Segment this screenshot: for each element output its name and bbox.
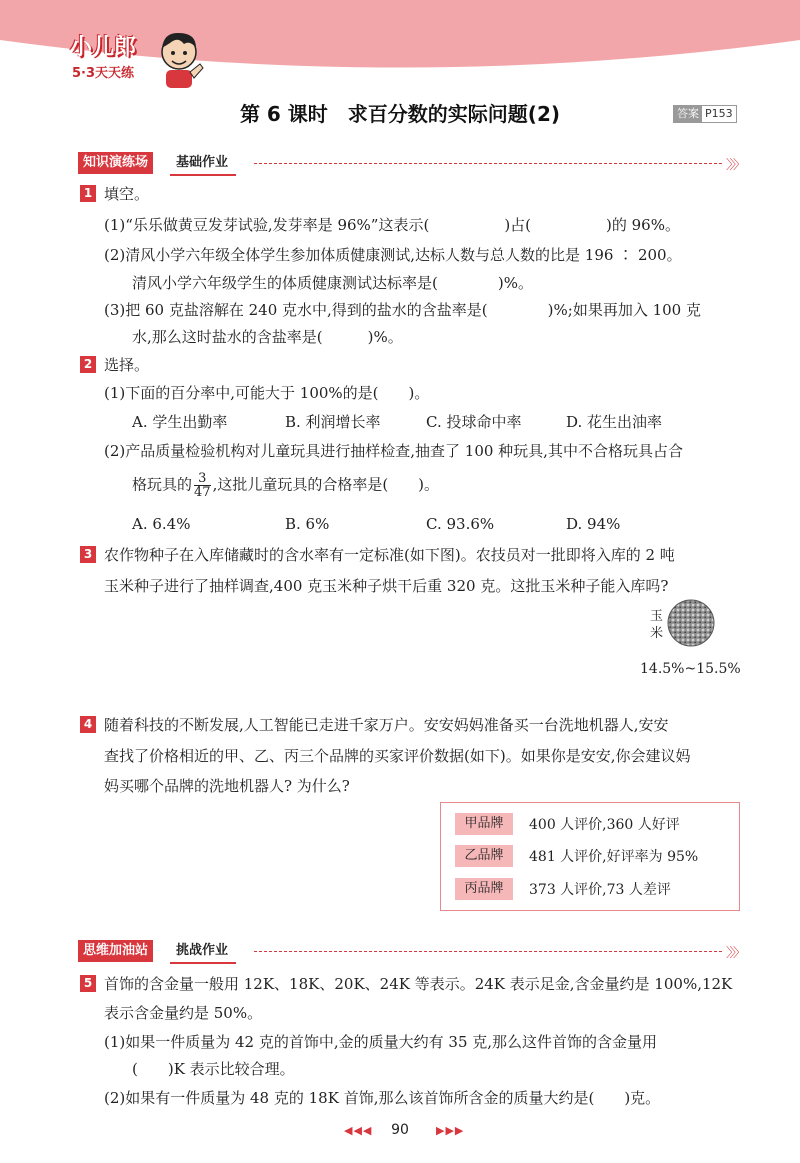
question-number: 2 <box>80 356 96 373</box>
brand-logo <box>70 30 210 90</box>
chevron-right-icon: 〉〉〉 <box>725 946 743 961</box>
question-number: 5 <box>80 975 96 992</box>
brand-data: 373 人评价,73 人差评 <box>529 882 671 898</box>
option-b: B. 6% <box>285 515 330 533</box>
q5-line: (1)如果一件质量为 42 克的首饰中,金的质量大约有 35 克,那么这件首饰的含金量用 <box>104 1033 658 1051</box>
option-a: A. 学生出勤率 <box>132 413 228 431</box>
option-c: C. 投球命中率 <box>426 413 522 431</box>
arrow-left-icon: ◀◀◀ <box>344 1124 373 1137</box>
section-sub: 挑战作业 <box>170 940 236 964</box>
brand-row <box>455 878 671 900</box>
q1-title: 填空。 <box>104 185 150 203</box>
q5-line: (2)如果有一件质量为 48 克的 18K 首饰,那么该首饰所含金的质量大约是( )克。 <box>104 1089 661 1107</box>
brand-row <box>455 813 680 835</box>
q2-title: 选择。 <box>104 356 150 374</box>
brand-name: 丙品牌 <box>455 878 513 900</box>
option-d: D. 94% <box>566 515 621 533</box>
option-a: A. 6.4% <box>132 515 191 533</box>
option-d: D. 花生出油率 <box>566 413 663 431</box>
q3-line: 农作物种子在入库储藏时的含水率有一定标准(如下图)。农技员对一批即将入库的 2 吨 <box>104 546 675 564</box>
answer-reference <box>673 105 737 123</box>
chevron-right-icon: 〉〉〉 <box>725 158 743 173</box>
q2-part2-cont <box>132 472 439 499</box>
question-number: 1 <box>80 185 96 202</box>
brand-data: 481 人评价,好评率为 95% <box>529 849 699 865</box>
corn-figure <box>640 598 750 688</box>
corn-label: 玉米 <box>650 609 664 641</box>
q5-line: ( )K 表示比较合理。 <box>132 1060 295 1078</box>
q5-line: 首饰的含金量一般用 12K、18K、20K、24K 等表示。24K 表示足金,含金量约是 100%,12K <box>104 975 733 993</box>
answer-tag: 答案 <box>674 106 702 122</box>
q1-line: 清风小学六年级学生的体质健康测试达标率是( )%。 <box>132 274 533 292</box>
q1-line: (2)清风小学六年级全体学生参加体质健康测试,达标人数与总人数的比是 196 ∶ 200。 <box>104 246 682 264</box>
brand-row <box>455 845 698 867</box>
section-label: 思维加油站 <box>78 940 153 962</box>
fraction <box>194 472 211 499</box>
q1-line: 水,那么这时盐水的含盐率是( )%。 <box>132 328 403 346</box>
q1-line: (1)“乐乐做黄豆发芽试验,发芽率是 96%”这表示( )占( )的 96%。 <box>104 216 680 234</box>
q1-line: (3)把 60 克盐溶解在 240 克水中,得到的盐水的含盐率是( )%;如果再加入 100 克 <box>104 301 701 319</box>
q4-line: 查找了价格相近的甲、乙、丙三个品牌的买家评价数据(如下)。如果你是安安,你会建议妈 <box>104 747 691 765</box>
brand-review-table <box>440 802 740 911</box>
section-divider <box>254 951 722 952</box>
answer-page: P153 <box>705 107 733 120</box>
section-divider <box>254 163 722 164</box>
q2-part2: (2)产品质量检验机构对儿童玩具进行抽样检查,抽查了 100 种玩具,其中不合格玩具占合 <box>104 442 683 460</box>
brand-name: 乙品牌 <box>455 845 513 867</box>
page-title: 第 6 课时 求百分数的实际问题(2) <box>239 102 561 126</box>
q2-part1: (1)下面的百分率中,可能大于 100%的是( )。 <box>104 384 430 402</box>
q4-line: 妈买哪个品牌的洗地机器人? 为什么? <box>104 777 350 795</box>
q4-line: 随着科技的不断发展,人工智能已走进千家万户。安安妈妈准备买一台洗地机器人,安安 <box>104 716 669 734</box>
question-number: 4 <box>80 716 96 733</box>
q2-part2-post: ,这批儿童玩具的合格率是( )。 <box>212 475 440 494</box>
brand-sub: 5·3天天练 <box>72 66 135 81</box>
q2-part2-pre: 格玩具的 <box>132 475 193 494</box>
brand-name: 甲品牌 <box>455 813 513 835</box>
option-b: B. 利润增长率 <box>285 413 381 431</box>
mascot-icon <box>150 26 208 90</box>
q3-line: 玉米种子进行了抽样调查,400 克玉米种子烘干后重 320 克。这批玉米种子能入库吗? <box>104 577 669 595</box>
brand-main: 小儿郎 <box>70 35 137 60</box>
fraction-numerator: 3 <box>194 472 211 486</box>
section-challenge <box>78 940 743 962</box>
section-sub: 基础作业 <box>170 152 236 176</box>
question-number: 3 <box>80 546 96 563</box>
q5-line: 表示含金量约是 50%。 <box>104 1004 263 1022</box>
page-number: 90 <box>391 1122 409 1138</box>
section-basic <box>78 152 743 174</box>
corn-seeds-icon <box>666 598 716 648</box>
moisture-range: 14.5%~15.5% <box>640 661 741 677</box>
section-label: 知识演练场 <box>78 152 153 174</box>
option-c: C. 93.6% <box>426 515 495 533</box>
brand-data: 400 人评价,360 人好评 <box>529 817 680 833</box>
fraction-denominator: 47 <box>194 485 211 500</box>
arrow-right-icon: ▶▶▶ <box>436 1124 465 1137</box>
